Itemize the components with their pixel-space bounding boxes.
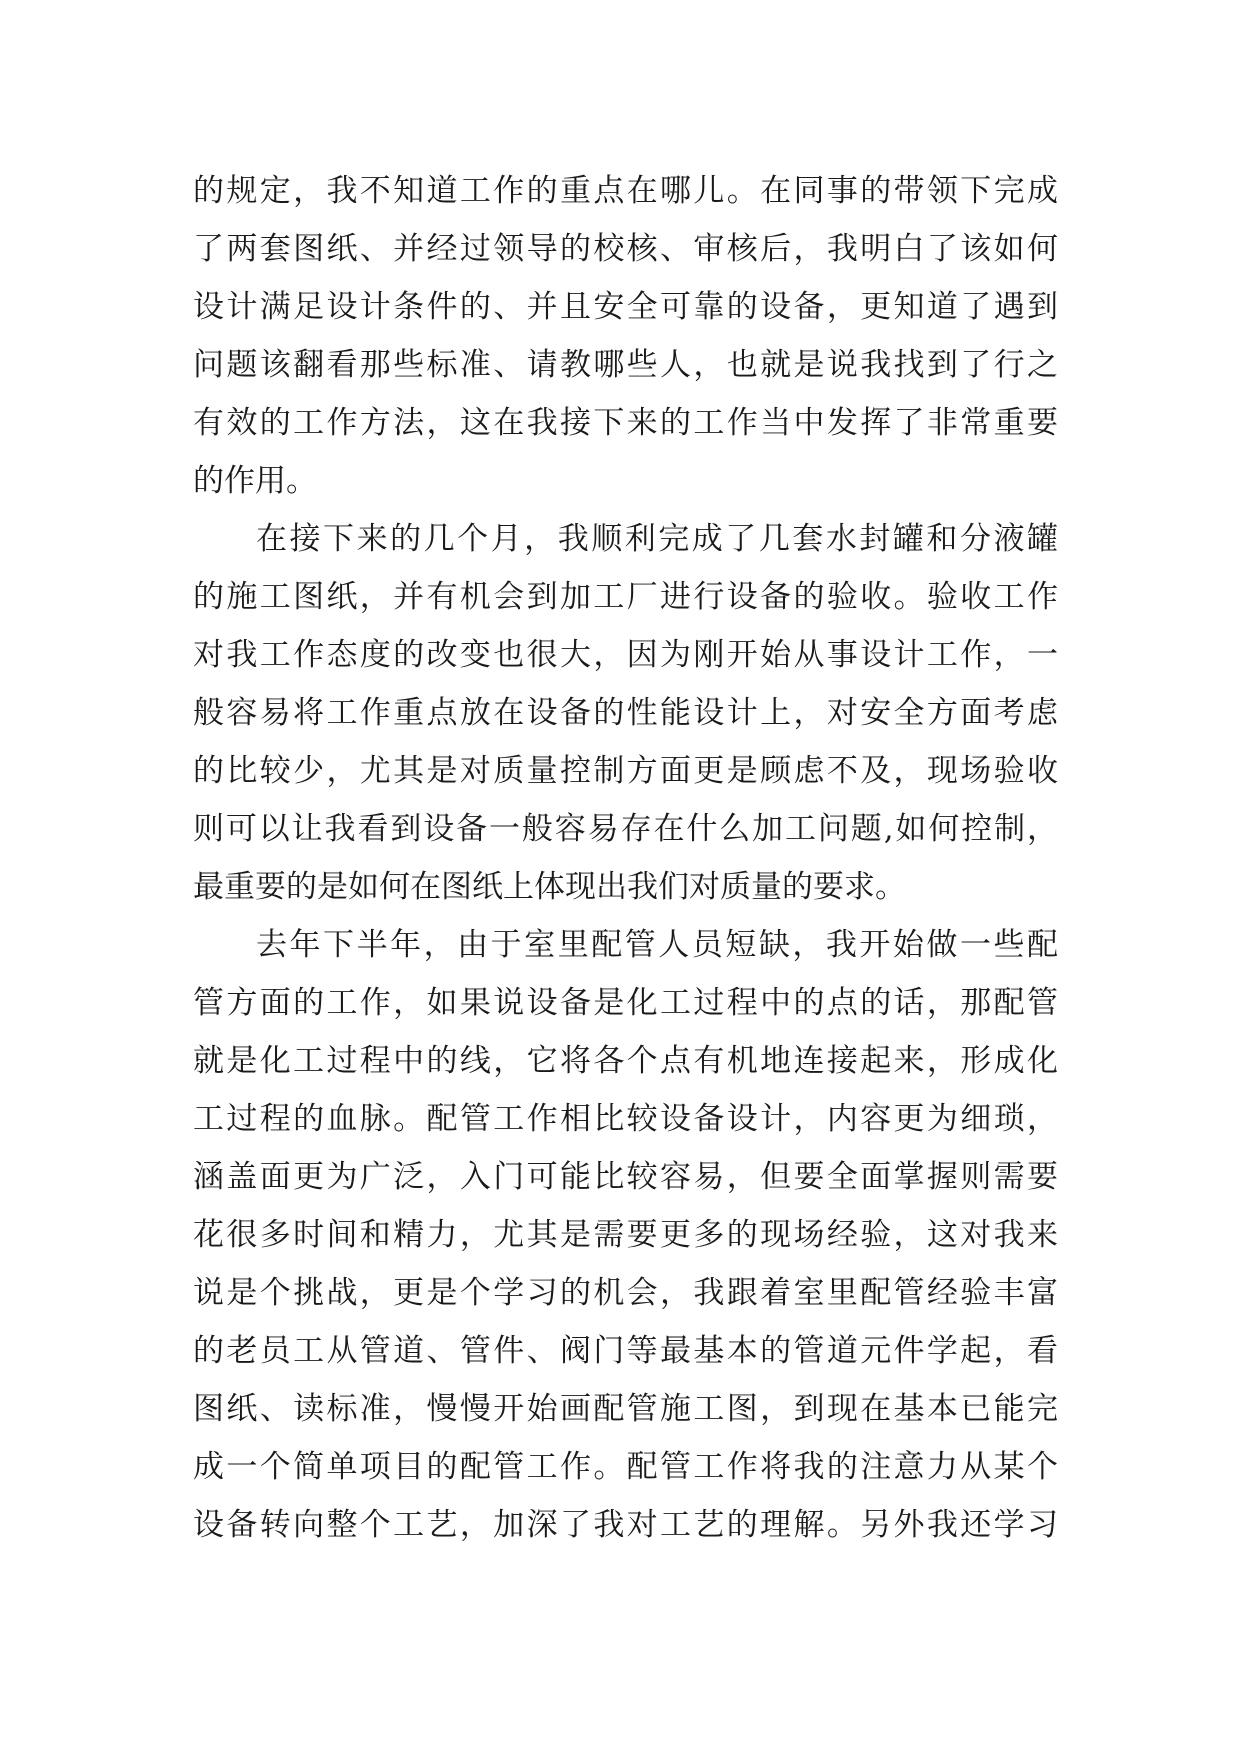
text-line: 则可以让我看到设备一般容易存在什么加工问题,如何控制， [193,811,1058,847]
text-line: 管方面的工作，如果说设备是化工过程中的点的话，那配管 [193,985,1058,1021]
text-line: 设计满足设计条件的、并且安全可靠的设备，更知道了遇到 [193,289,1058,325]
text-line: 设备转向整个工艺，加深了我对工艺的理解。另外我还学习 [193,1507,1058,1543]
text-line: 的规定，我不知道工作的重点在哪儿。在同事的带领下完成 [193,173,1058,209]
text-line: 问题该翻看那些标准、请教哪些人，也就是说我找到了行之 [193,347,1058,383]
text-line: 图纸、读标准，慢慢开始画配管施工图，到现在基本已能完 [193,1391,1058,1427]
text-line: 的作用。 [193,463,317,499]
text-line: 有效的工作方法，这在我接下来的工作当中发挥了非常重要 [193,405,1058,441]
text-line: 的施工图纸，并有机会到加工厂进行设备的验收。验收工作 [193,579,1058,615]
text-line: 去年下半年，由于室里配管人员短缺，我开始做一些配 [256,927,1058,963]
text-line: 的老员工从管道、管件、阀门等最基本的管道元件学起，看 [193,1333,1058,1369]
text-line: 涵盖面更为广泛，入门可能比较容易，但要全面掌握则需要 [193,1159,1058,1195]
text-line: 般容易将工作重点放在设备的性能设计上，对安全方面考虑 [193,695,1058,731]
text-line: 成一个简单项目的配管工作。配管工作将我的注意力从某个 [193,1449,1058,1485]
text-line: 花很多时间和精力，尤其是需要更多的现场经验，这对我来 [193,1217,1058,1253]
text-line: 了两套图纸、并经过领导的校核、审核后，我明白了该如何 [193,231,1058,267]
text-line: 在接下来的几个月，我顺利完成了几套水封罐和分液罐 [256,521,1058,557]
body-text [193,162,1058,1554]
text-line: 对我工作态度的改变也很大，因为刚开始从事设计工作，一 [193,637,1058,673]
text-line: 的比较少，尤其是对质量控制方面更是顾虑不及，现场验收 [193,753,1058,789]
text-line: 说是个挑战，更是个学习的机会，我跟着室里配管经验丰富 [193,1275,1058,1311]
text-line: 就是化工过程中的线，它将各个点有机地连接起来，形成化 [193,1043,1058,1079]
text-line: 最重要的是如何在图纸上体现出我们对质量的要求。 [193,869,906,905]
text-line: 工过程的血脉。配管工作相比较设备设计，内容更为细琐， [193,1101,1058,1137]
